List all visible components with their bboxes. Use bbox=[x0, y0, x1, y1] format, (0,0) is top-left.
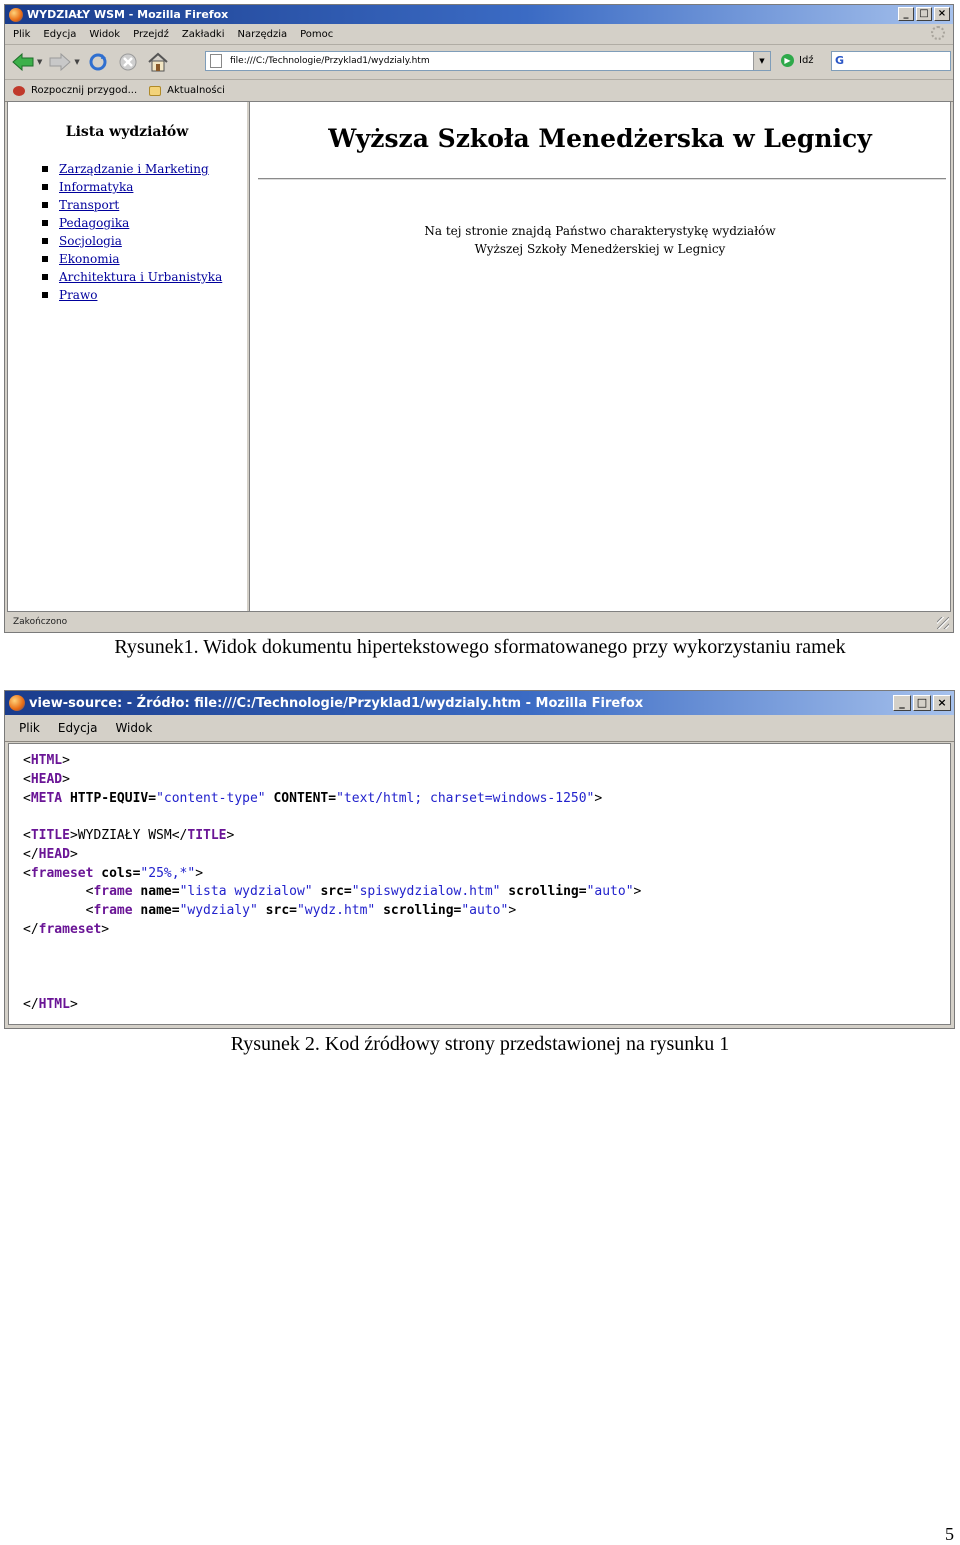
code-tag: HEAD bbox=[30, 772, 63, 787]
intro-line-1: Na tej stronie znajdą Państwo charakterystykę wydziałów bbox=[424, 224, 776, 238]
left-frame bbox=[8, 102, 246, 611]
window-titlebar bbox=[5, 691, 954, 715]
window-title: view-source: - Źródło: file:///C:/Technologie/Przyklad1/wydzialy.htm - Mozilla Firefox bbox=[29, 695, 644, 711]
page-heading: Wyższa Szkoła Menedżerska w Legnicy bbox=[328, 124, 872, 153]
code-attr: name= bbox=[132, 884, 180, 899]
code-token: >WYDZIAŁY WSM</ bbox=[69, 828, 188, 843]
code-line bbox=[23, 865, 203, 883]
department-link[interactable]: Socjologia bbox=[59, 234, 122, 248]
code-token: < bbox=[23, 772, 31, 787]
code-token: > bbox=[594, 791, 603, 806]
code-value: "text/html; charset=windows-1250" bbox=[336, 791, 595, 806]
go-button[interactable] bbox=[781, 54, 814, 67]
code-token: > bbox=[69, 847, 78, 862]
navigation-toolbar bbox=[5, 45, 953, 80]
code-attr: src= bbox=[312, 884, 352, 899]
url-text: file:///C:/Technologie/Przyklad1/wydzialy.htm bbox=[230, 56, 430, 66]
department-list-title: Lista wydziałów bbox=[65, 124, 189, 140]
list-item bbox=[42, 160, 222, 178]
code-token: </ bbox=[23, 847, 39, 862]
close-button[interactable]: × bbox=[933, 695, 951, 711]
code-tag: TITLE bbox=[187, 828, 227, 843]
bullet-icon bbox=[42, 238, 48, 244]
window-controls bbox=[893, 695, 951, 711]
code-token: > bbox=[195, 866, 204, 881]
code-value: "spiswydzialow.htm" bbox=[351, 884, 501, 899]
bookmark-firefox-icon bbox=[13, 86, 25, 96]
code-tag: HTML bbox=[30, 753, 63, 768]
code-tag: META bbox=[30, 791, 63, 806]
bookmark-rozpocznij[interactable] bbox=[13, 85, 137, 96]
list-item bbox=[42, 214, 222, 232]
intro-text bbox=[250, 222, 950, 258]
code-token: < bbox=[23, 866, 31, 881]
code-token: > bbox=[62, 772, 70, 787]
code-line bbox=[23, 827, 234, 845]
code-line bbox=[23, 996, 78, 1014]
menu-przejdz[interactable]: Przejdź bbox=[133, 28, 169, 40]
bookmark-label: Rozpocznij przygod... bbox=[31, 85, 138, 96]
code-token: > bbox=[508, 903, 517, 918]
code-line bbox=[23, 921, 109, 939]
page-icon bbox=[210, 54, 222, 68]
code-line bbox=[23, 902, 516, 920]
firefox-logo-icon bbox=[9, 695, 25, 711]
google-search-icon: G bbox=[835, 54, 845, 67]
close-button[interactable]: × bbox=[934, 7, 950, 21]
code-token: < bbox=[23, 884, 94, 899]
code-attr: scrolling= bbox=[500, 884, 587, 899]
code-tag: HEAD bbox=[38, 847, 70, 862]
menu-plik[interactable]: Plik bbox=[19, 721, 40, 735]
code-value: "lista wydzialow" bbox=[179, 884, 313, 899]
code-attr: cols= bbox=[93, 866, 141, 881]
code-value: "content-type" bbox=[156, 791, 266, 806]
department-link[interactable]: Ekonomia bbox=[59, 252, 120, 266]
stop-icon[interactable] bbox=[116, 50, 140, 74]
code-line bbox=[23, 846, 78, 864]
department-link[interactable]: Transport bbox=[59, 198, 120, 212]
code-token: < bbox=[23, 903, 94, 918]
maximize-button[interactable]: □ bbox=[916, 7, 932, 21]
window-controls bbox=[898, 7, 950, 21]
code-attr: CONTENT= bbox=[265, 791, 337, 806]
department-link[interactable]: Architektura i Urbanistyka bbox=[59, 270, 223, 284]
url-dropdown-icon[interactable]: ▼ bbox=[753, 52, 770, 70]
menu-zakladki[interactable]: Zakładki bbox=[181, 28, 225, 40]
figure-caption-1: Rysunek1. Widok dokumentu hipertekstowego sformatowanego przy wykorzystaniu ramek bbox=[114, 636, 846, 658]
menu-edycja[interactable]: Edycja bbox=[57, 721, 98, 735]
menu-widok[interactable]: Widok bbox=[89, 28, 121, 40]
source-code-area[interactable] bbox=[8, 743, 951, 1025]
maximize-button[interactable]: □ bbox=[913, 695, 931, 711]
window-title: WYDZIAŁY WSM - Mozilla Firefox bbox=[27, 8, 229, 21]
code-tag: frame bbox=[93, 884, 133, 899]
forward-dropdown-icon[interactable]: ▼ bbox=[74, 58, 80, 66]
firefox-logo-icon bbox=[9, 8, 23, 22]
status-bar: Zakończono bbox=[13, 617, 68, 627]
menu-plik[interactable]: Plik bbox=[13, 28, 31, 40]
code-token: </ bbox=[23, 922, 39, 937]
code-token: < bbox=[23, 828, 31, 843]
search-input[interactable] bbox=[831, 51, 951, 71]
window-titlebar bbox=[5, 5, 953, 24]
menu-narzedzia[interactable]: Narzędzia bbox=[237, 28, 288, 40]
throbber-icon bbox=[931, 26, 945, 40]
department-link[interactable]: Zarządzanie i Marketing bbox=[59, 162, 209, 176]
menu-bar bbox=[5, 24, 953, 45]
code-attr: src= bbox=[257, 903, 297, 918]
menu-pomoc[interactable]: Pomoc bbox=[300, 28, 334, 40]
code-token: > bbox=[633, 884, 642, 899]
bullet-icon bbox=[42, 184, 48, 190]
code-line bbox=[23, 771, 70, 789]
reload-icon[interactable] bbox=[86, 50, 110, 74]
code-value: "auto" bbox=[461, 903, 509, 918]
code-line bbox=[23, 752, 70, 770]
bullet-icon bbox=[42, 256, 48, 262]
list-item bbox=[42, 232, 222, 250]
code-tag: frame bbox=[93, 903, 133, 918]
code-tag: TITLE bbox=[30, 828, 70, 843]
department-link[interactable]: Informatyka bbox=[59, 180, 134, 194]
bookmarks-toolbar bbox=[5, 80, 953, 102]
home-icon[interactable] bbox=[146, 50, 170, 74]
bookmark-aktualnosci[interactable] bbox=[149, 85, 225, 96]
code-token: > bbox=[101, 922, 110, 937]
horizontal-rule bbox=[258, 178, 946, 180]
view-source-window bbox=[4, 690, 955, 1029]
bullet-icon bbox=[42, 202, 48, 208]
page-content bbox=[7, 101, 951, 612]
go-label: Idź bbox=[799, 55, 814, 66]
code-token: < bbox=[23, 753, 31, 768]
code-token: > bbox=[69, 997, 78, 1012]
code-value: "auto" bbox=[586, 884, 634, 899]
code-line bbox=[23, 883, 641, 901]
minimize-button[interactable]: _ bbox=[898, 7, 914, 21]
code-value: "25%,*" bbox=[140, 866, 196, 881]
folder-icon bbox=[149, 86, 161, 96]
intro-line-2: Wyższej Szkoły Menedżerskiej w Legnicy bbox=[474, 242, 726, 256]
list-item bbox=[42, 268, 222, 286]
code-token: > bbox=[226, 828, 235, 843]
bullet-icon bbox=[42, 166, 48, 172]
code-token: </ bbox=[23, 997, 39, 1012]
figure-caption-2: Rysunek 2. Kod źródłowy strony przedstawionej na rysunku 1 bbox=[230, 1033, 730, 1055]
menu-widok[interactable]: Widok bbox=[115, 721, 153, 735]
menu-edycja[interactable]: Edycja bbox=[43, 28, 77, 40]
menu-bar bbox=[5, 715, 954, 742]
department-link[interactable]: Pedagogika bbox=[59, 216, 130, 230]
code-tag: HTML bbox=[38, 997, 70, 1012]
code-line bbox=[23, 790, 602, 808]
page-number: 5 bbox=[945, 1524, 954, 1544]
resize-grip-icon[interactable] bbox=[937, 617, 949, 629]
bullet-icon bbox=[42, 292, 48, 298]
bookmark-label: Aktualności bbox=[167, 85, 225, 96]
code-attr: name= bbox=[132, 903, 180, 918]
url-input[interactable] bbox=[205, 51, 771, 71]
code-tag: frameset bbox=[38, 922, 102, 937]
back-arrow-icon[interactable] bbox=[11, 50, 35, 74]
list-item bbox=[42, 178, 222, 196]
go-arrow-icon: ▶ bbox=[781, 54, 794, 67]
code-attr: scrolling= bbox=[375, 903, 462, 918]
code-token: > bbox=[62, 753, 70, 768]
code-value: "wydzialy" bbox=[179, 903, 258, 918]
forward-arrow-icon[interactable] bbox=[48, 50, 72, 74]
department-list bbox=[42, 160, 222, 304]
minimize-button[interactable]: _ bbox=[893, 695, 911, 711]
bullet-icon bbox=[42, 274, 48, 280]
code-token: < bbox=[23, 791, 31, 806]
bullet-icon bbox=[42, 220, 48, 226]
department-link[interactable]: Prawo bbox=[59, 288, 98, 302]
right-frame bbox=[250, 102, 950, 611]
code-tag: frameset bbox=[30, 866, 94, 881]
list-item bbox=[42, 196, 222, 214]
code-attr: HTTP-EQUIV= bbox=[62, 791, 157, 806]
code-value: "wydz.htm" bbox=[296, 903, 376, 918]
list-item bbox=[42, 286, 222, 304]
list-item bbox=[42, 250, 222, 268]
back-dropdown-icon[interactable]: ▼ bbox=[37, 58, 43, 66]
firefox-window-wydzialy bbox=[4, 4, 954, 633]
